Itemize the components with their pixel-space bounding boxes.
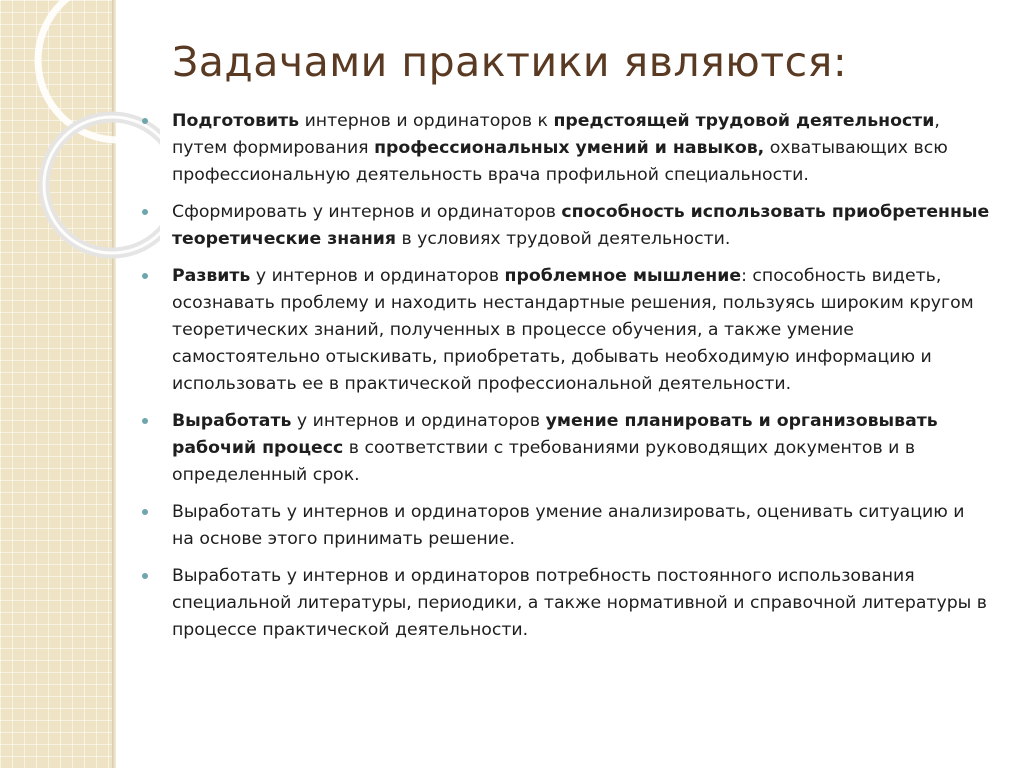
- bullet-dot-icon: [142, 118, 148, 124]
- bullet-text-bold: предстоящей трудовой деятельности: [553, 111, 935, 131]
- bullet-item: [140, 499, 990, 553]
- bullet-text: в соответствии с требованиями руководящих документов и в определенный срок.: [172, 438, 916, 485]
- bullet-text-bold: Выработать: [172, 411, 292, 431]
- side-panel-edge: [112, 0, 116, 768]
- bullet-text: интернов и ординаторов к: [299, 111, 554, 131]
- bullet-text-bold: способность использовать приобретенные теоретические знания: [172, 202, 990, 249]
- bullet-dot-icon: [142, 273, 148, 279]
- bullet-item: [140, 199, 990, 253]
- bullet-text: : способность видеть, осознавать проблему и находить нестандартные решения, пользуясь широким кругом теоретических знаний, полученных в процессе обучения, а также умение самостоятельно отыскивать, приобретать, добывать необходимую информацию и использовать ее в практической профессиональной деятельности.: [172, 266, 974, 394]
- bullet-item: [140, 108, 990, 189]
- bullet-text-bold: умение планировать и организовывать рабочий процесс: [172, 411, 938, 458]
- bullet-dot-icon: [142, 418, 148, 424]
- bullet-text-bold: проблемное мышление: [504, 266, 742, 286]
- bullet-list: [140, 108, 990, 654]
- bullet-item: [140, 563, 990, 644]
- bullet-text-bold: профессиональных умений и навыков,: [374, 138, 765, 158]
- bullet-text: Выработать у интернов и ординаторов потребность постоянного использования специальной литературы, периодики, а также нормативной и справочной литературы в процессе практической деятельности.: [172, 566, 987, 640]
- bullet-text: Сформировать у интернов и ординаторов: [172, 202, 562, 222]
- bullet-text: охватывающих всю профессиональную деятельность врача профильной специальности.: [172, 138, 948, 185]
- bullet-text: у интернов и ординаторов: [291, 411, 546, 431]
- bullet-text-bold: Развить: [172, 266, 251, 286]
- bullet-text: , путем формирования: [172, 111, 940, 158]
- decorative-side-panel: [0, 0, 112, 768]
- bullet-item: [140, 408, 990, 489]
- bullet-dot-icon: [142, 573, 148, 579]
- bullet-text: у интернов и ординаторов: [250, 266, 505, 286]
- page-title: Задачами практики являются:: [172, 38, 848, 86]
- bullet-item: [140, 263, 990, 398]
- bullet-dot-icon: [142, 209, 148, 215]
- bullet-text-bold: Подготовить: [172, 111, 300, 131]
- bullet-text: Выработать у интернов и ординаторов умение анализировать, оценивать ситуацию и на основе этого принимать решение.: [172, 502, 965, 549]
- bullet-dot-icon: [142, 509, 148, 515]
- bullet-text: в условиях трудовой деятельности.: [396, 229, 731, 249]
